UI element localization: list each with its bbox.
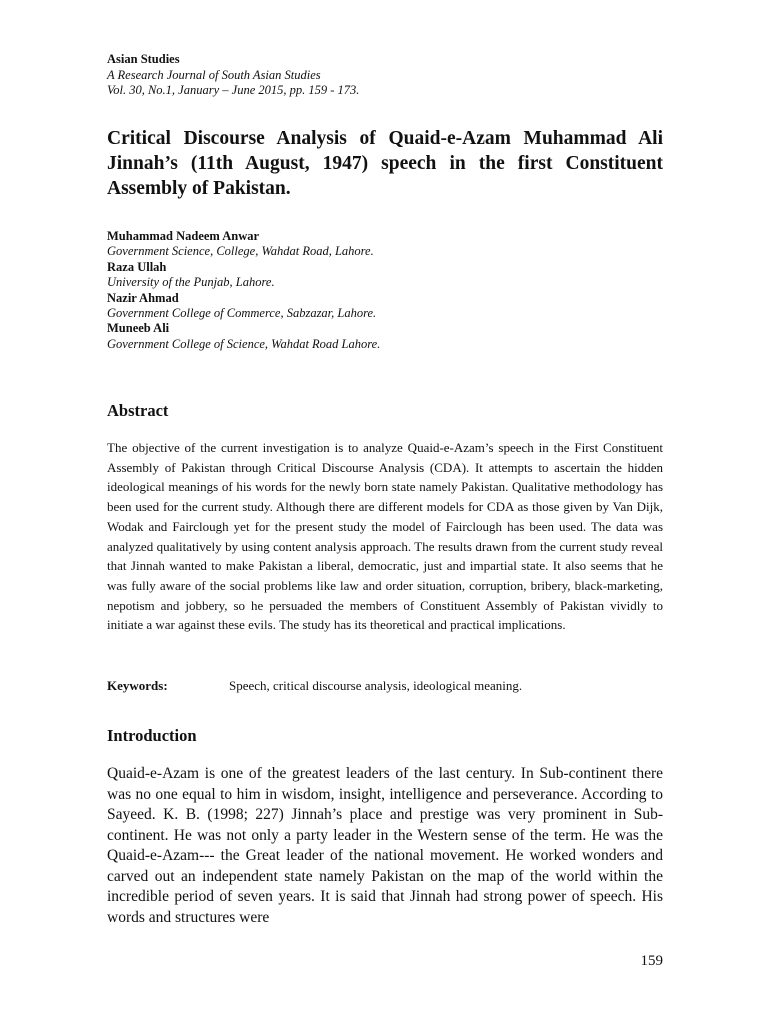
journal-header — [107, 52, 359, 99]
paper-title: Critical Discourse Analysis of Quaid-e-Azam Muhammad Ali Jinnah’s (11th August, 1947) speech in the first Constituent Assembly of Pakistan. — [107, 128, 663, 199]
paper-page — [107, 0, 663, 1024]
author-list — [107, 229, 380, 352]
author-affiliation: Government College of Commerce, Sabzazar, Lahore. — [107, 306, 377, 321]
journal-subtitle: A Research Journal of South Asian Studies — [107, 67, 321, 82]
keywords-line — [107, 676, 522, 695]
author-name: Muneeb Ali — [107, 321, 170, 336]
introduction-text: Quaid-e-Azam is one of the greatest leaders of the last century. In Sub-continent there was no one equal to him in wisdom, insight, intelligence and perseverance. According to Sayeed. K. B. (1998; 227) Jinnah’s place and prestige was very prominent in Sub-continent. He was not only a party leader in the Western sense of the term. He was the Quaid-e-Azam--- the Great leader of the national movement. He worked wonders and carved out an independent state namely Pakistan on the map of the world within the incredible period of seven years. It is said that Jinnah had strong power of speech. His words and structures were — [107, 765, 663, 926]
author-name: Nazir Ahmad — [107, 290, 179, 305]
author-affiliation: University of the Punjab, Lahore. — [107, 275, 275, 290]
abstract-text: The objective of the current investigation is to analyze Quaid-e-Azam’s speech in the First Constituent Assembly of Pakistan through Critical Discourse Analysis (CDA). It attempts to ascertain the hidden ideological meanings of his words for the newly born state namely Pakistan. Qualitative methodology has been used for the current study. Although there are different models for CDA as those given by Van Dijk, Wodak and Fairclough yet for the present study the model of Fairclough has been used. The data was analyzed qualitatively by using content analysis approach. The results drawn from the current study reveal that Jinnah wanted to make Pakistan a liberal, democratic, just and impartial state. It also seems that he was fully aware of the social problems like law and order situation, corruption, bribery, black-marketing, nepotism and jobbery, so he persuaded the members of Constituent Assembly of Pakistan vividly to initiate a war against these evils. The study has its theoretical and practical implications. — [107, 440, 663, 633]
author-name: Muhammad Nadeem Anwar — [107, 229, 260, 243]
journal-name: Asian Studies — [107, 52, 180, 66]
introduction-heading: Introduction — [107, 726, 197, 745]
author-affiliation: Government Science, College, Wahdat Road, Lahore. — [107, 244, 374, 259]
journal-volume: Vol. 30, No.1, January – June 2015, pp. 159 - 173. — [107, 83, 360, 97]
author-affiliation: Government College of Science, Wahdat Road Lahore. — [107, 336, 381, 351]
page-number: 159 — [640, 953, 663, 969]
keywords-label: Keywords: — [107, 678, 168, 693]
abstract-heading: Abstract — [107, 401, 169, 420]
keywords-text: Speech, critical discourse analysis, ideological meaning. — [229, 678, 523, 693]
author-name: Raza Ullah — [107, 259, 167, 274]
